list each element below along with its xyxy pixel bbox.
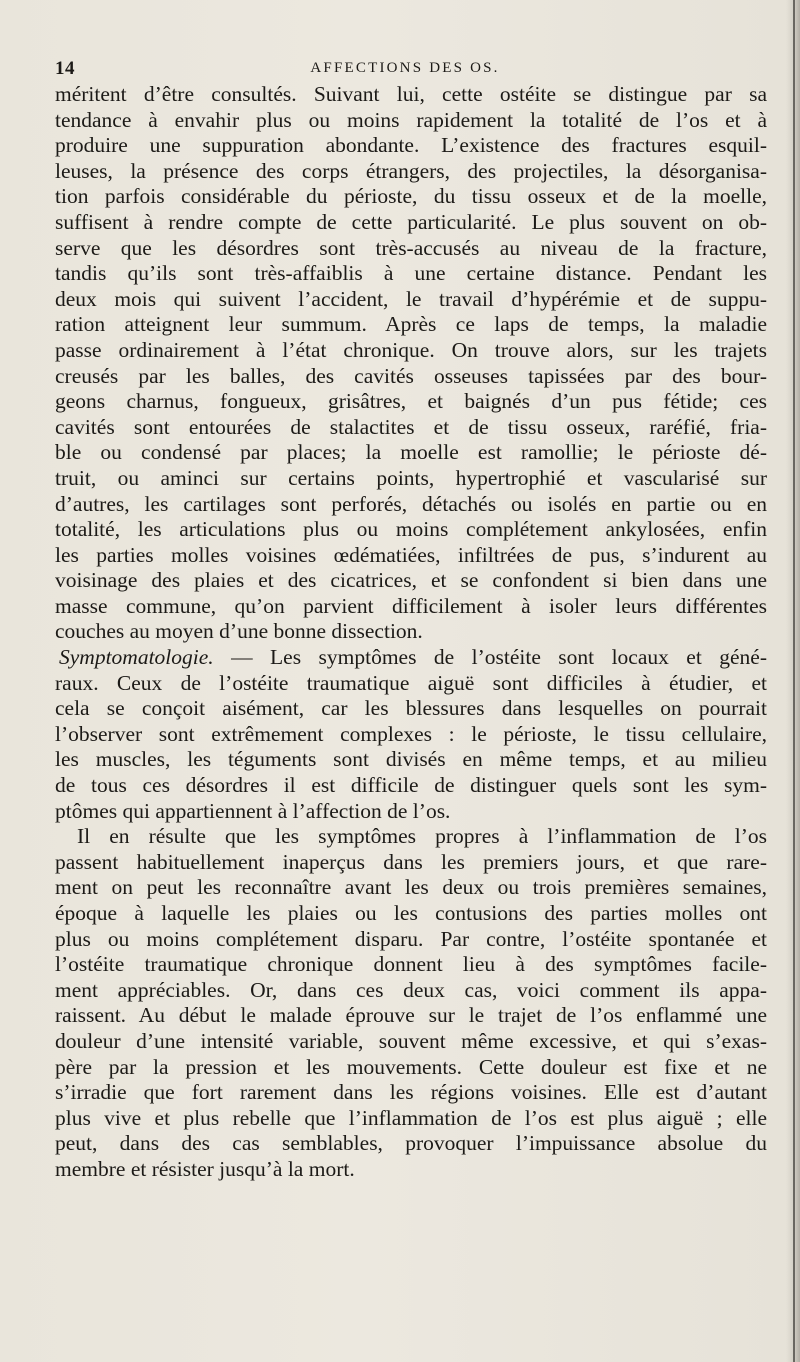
text-line: totalité, les articulations plus ou moins complétement ankylosées, enfin bbox=[55, 517, 767, 542]
text-line: geons charnus, fongueux, grisâtres, et baignés d’un pus fétide; ces bbox=[55, 389, 767, 414]
page-header bbox=[55, 58, 755, 80]
text-line: passent habituellement inaperçus dans les premiers jours, et que rare- bbox=[55, 849, 767, 874]
text-line: deux mois qui suivent l’accident, le travail d’hypérémie et de suppu- bbox=[55, 286, 767, 311]
section-heading-line bbox=[55, 645, 767, 671]
text-line: ble ou condensé par places; la moelle est ramollie; le périoste dé- bbox=[55, 440, 767, 465]
text-line: les parties molles voisines œdématiées, infiltrées de pus, s’indurent au bbox=[55, 542, 767, 567]
text-line: douleur d’une intensité variable, souvent même excessive, et qui s’exas- bbox=[55, 1028, 767, 1053]
text-line: ment appréciables. Or, dans ces deux cas, voici comment ils appa- bbox=[55, 977, 767, 1002]
text-line: passe ordinairement à l’état chronique. On trouve alors, sur les trajets bbox=[55, 337, 767, 362]
text-line: truit, ou aminci sur certains points, hypertrophié et vascularisé sur bbox=[55, 465, 767, 490]
text-line: creusés par les balles, des cavités osseuses tapissées par des bour- bbox=[55, 363, 767, 388]
section-heading: Symptomatologie. bbox=[59, 645, 214, 670]
text-line: suffisent à rendre compte de cette particularité. Le plus souvent on ob- bbox=[55, 209, 767, 234]
text-line: membre et résister jusqu’à la mort. bbox=[55, 1156, 355, 1181]
text-line: serve que les désordres sont très-accusés au niveau de la fracture, bbox=[55, 235, 767, 260]
text-line: raissent. Au début le malade éprouve sur le trajet de l’os enflammé une bbox=[55, 1003, 767, 1028]
text-line: méritent d’être consultés. Suivant lui, cette ostéite se distingue par sa bbox=[55, 82, 767, 106]
text-line: leuses, la présence des corps étrangers, des projectiles, la désorganisa- bbox=[55, 158, 767, 183]
page-edge-line bbox=[793, 0, 795, 1362]
text-line: d’autres, les cartilages sont perforés, détachés ou isolés en partie ou en bbox=[55, 491, 767, 516]
text-line: ment on peut les reconnaître avant les deux ou trois premières semaines, bbox=[55, 875, 767, 900]
text-line: Il en résulte que les symptômes propres à l’inflammation de l’os bbox=[77, 824, 767, 849]
text-line: masse commune, qu’on parvient difficilement à isoler leurs différentes bbox=[55, 593, 767, 618]
text-line: cavités sont entourées de stalactites et de tissu osseux, raréfié, fria- bbox=[55, 414, 767, 439]
text-line: tion parfois considérable du périoste, du tissu osseux et de la moelle, bbox=[55, 184, 767, 209]
text-line: tendance à envahir plus ou moins rapidement la totalité de l’os et à bbox=[55, 107, 767, 132]
text-fragment: — Les symptômes de l’ostéite sont locaux et géné- bbox=[213, 645, 767, 670]
text-line: tandis qu’ils sont très-affaiblis à une certaine distance. Pendant les bbox=[55, 261, 767, 286]
text-line: produire une suppuration abondante. L’existence des fractures esquil- bbox=[55, 133, 767, 158]
text-line: s’irradie que fort rarement dans les régions voisines. Elle est d’autant bbox=[55, 1080, 767, 1105]
text-line: ration atteignent leur summum. Après ce laps de temps, la maladie bbox=[55, 312, 767, 337]
running-head: AFFECTIONS DES OS. bbox=[310, 60, 500, 76]
text-line: raux. Ceux de l’ostéite traumatique aiguë sont difficiles à étudier, et bbox=[55, 670, 767, 695]
text-line: cela se conçoit aisément, car les blessures dans lesquelles on pourrait bbox=[55, 696, 767, 721]
text-line: plus ou moins complétement disparu. Par contre, l’ostéite spontanée et bbox=[55, 926, 767, 951]
text-line: plus vive et plus rebelle que l’inflammation de l’os est plus aiguë ; elle bbox=[55, 1105, 767, 1130]
text-line: ptômes qui appartiennent à l’affection de l’os. bbox=[55, 798, 451, 823]
page-number: 14 bbox=[55, 58, 75, 79]
text-line: les muscles, les téguments sont divisés en même temps, et au milieu bbox=[55, 747, 767, 772]
text-line: couches au moyen d’une bonne dissection. bbox=[55, 619, 423, 644]
text-line: père par la pression et les mouvements. Cette douleur est fixe et ne bbox=[55, 1054, 767, 1079]
text-line: époque à laquelle les plaies ou les contusions des parties molles ont bbox=[55, 901, 767, 925]
text-line: voisinage des plaies et des cicatrices, et se confondent si bien dans une bbox=[55, 568, 767, 593]
text-line: l’observer sont extrêmement complexes : le périoste, le tissu cellulaire, bbox=[55, 721, 767, 746]
text-line: peut, dans des cas semblables, provoquer l’impuissance absolue du bbox=[55, 1131, 767, 1156]
text-line: l’ostéite traumatique chronique donnent lieu à des symptômes facile- bbox=[55, 952, 767, 977]
text-line: de tous ces désordres il est difficile de distinguer quels sont les sym- bbox=[55, 773, 767, 798]
body-text bbox=[55, 82, 767, 1183]
